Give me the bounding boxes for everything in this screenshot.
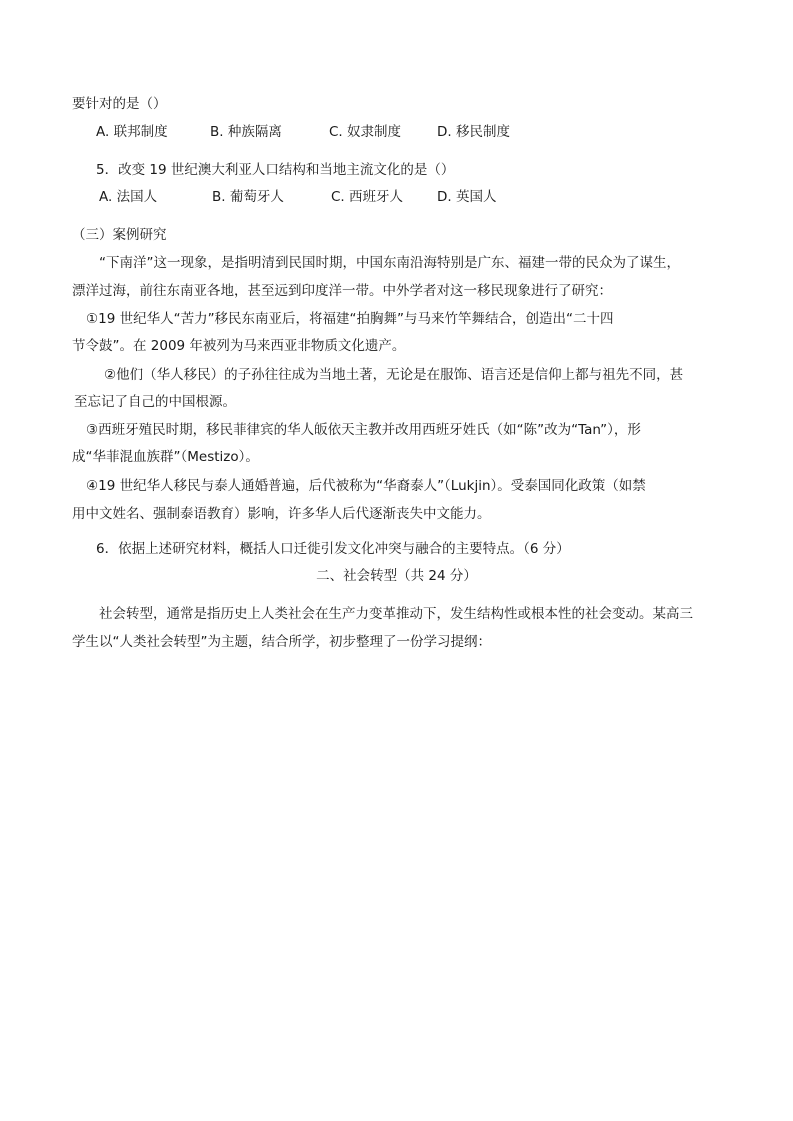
section-2-title: 二、社会转型（共 24 分）: [316, 568, 477, 584]
case-study-intro-1: “下南洋”这一现象，是指明清到民国时期，中国东南沿海特别是广东、福建一带的民众为了谋生，: [99, 255, 680, 271]
q5-option-c: C. 西班牙人: [331, 189, 404, 205]
q5-option-b: B. 葡萄牙人: [212, 189, 284, 205]
section-2-para-line-2: 学生以“人类社会转型”为主题，结合所学，初步整理了一份学习提纲：: [72, 634, 491, 650]
case-item-1-line-1: ①19 世纪华人“苦力”移民东南亚后，将福建“拍胸舞”与马来竹竿舞结合，创造出“二十四: [86, 311, 614, 327]
section-2-para-line-1: 社会转型，通常是指历史上人类社会在生产力变革推动下，发生结构性或根本性的社会变动。某高三: [99, 606, 693, 622]
q5-option-a: A. 法国人: [99, 189, 158, 205]
q4-option-a: A. 联邦制度: [96, 124, 168, 140]
q4-option-c: C. 奴隶制度: [329, 124, 402, 140]
case-study-heading: （三）案例研究: [72, 227, 167, 243]
q4-option-b: B. 种族隔离: [210, 124, 282, 140]
case-item-4-line-1: ④19 世纪华人移民与泰人通婚普遍，后代被称为“华裔泰人”（Lukjin）。受泰国同化政策（如禁: [86, 478, 646, 494]
q6-stem: 6．依据上述研究材料，概括人口迁徙引发文化冲突与融合的主要特点。（6 分）: [96, 541, 570, 557]
case-item-3-line-1: ③西班牙殖民时期，移民菲律宾的华人皈依天主教并改用西班牙姓氏（如“陈”改为“Tan”），形: [86, 422, 641, 438]
q4-option-d: D. 移民制度: [437, 124, 510, 140]
q5-stem: 5．改变 19 世纪澳大利亚人口结构和当地主流文化的是（）: [96, 162, 455, 178]
case-item-1-line-2: 节令鼓”。在 2009 年被列为马来西亚非物质文化遗产。: [72, 338, 406, 354]
case-item-3-line-2: 成“华菲混血族群”（Mestizo）。: [72, 449, 259, 465]
q5-option-d: D. 英国人: [437, 189, 497, 205]
case-item-4-line-2: 用中文姓名、强制泰语教育）影响，许多华人后代逐渐丧失中文能力。: [72, 506, 491, 522]
case-item-2-line-1: ②他们（华人移民）的子孙往往成为当地土著，无论是在服饰、语言还是信仰上都与祖先不同，甚: [104, 367, 684, 383]
case-item-2-line-2: 至忘记了自己的中国根源。: [74, 394, 236, 410]
case-study-intro-2: 漂洋过海，前往东南亚各地，甚至远到印度洋一带。中外学者对这一移民现象进行了研究：: [72, 283, 612, 299]
q4-stem-tail: 要针对的是（）: [72, 96, 167, 112]
